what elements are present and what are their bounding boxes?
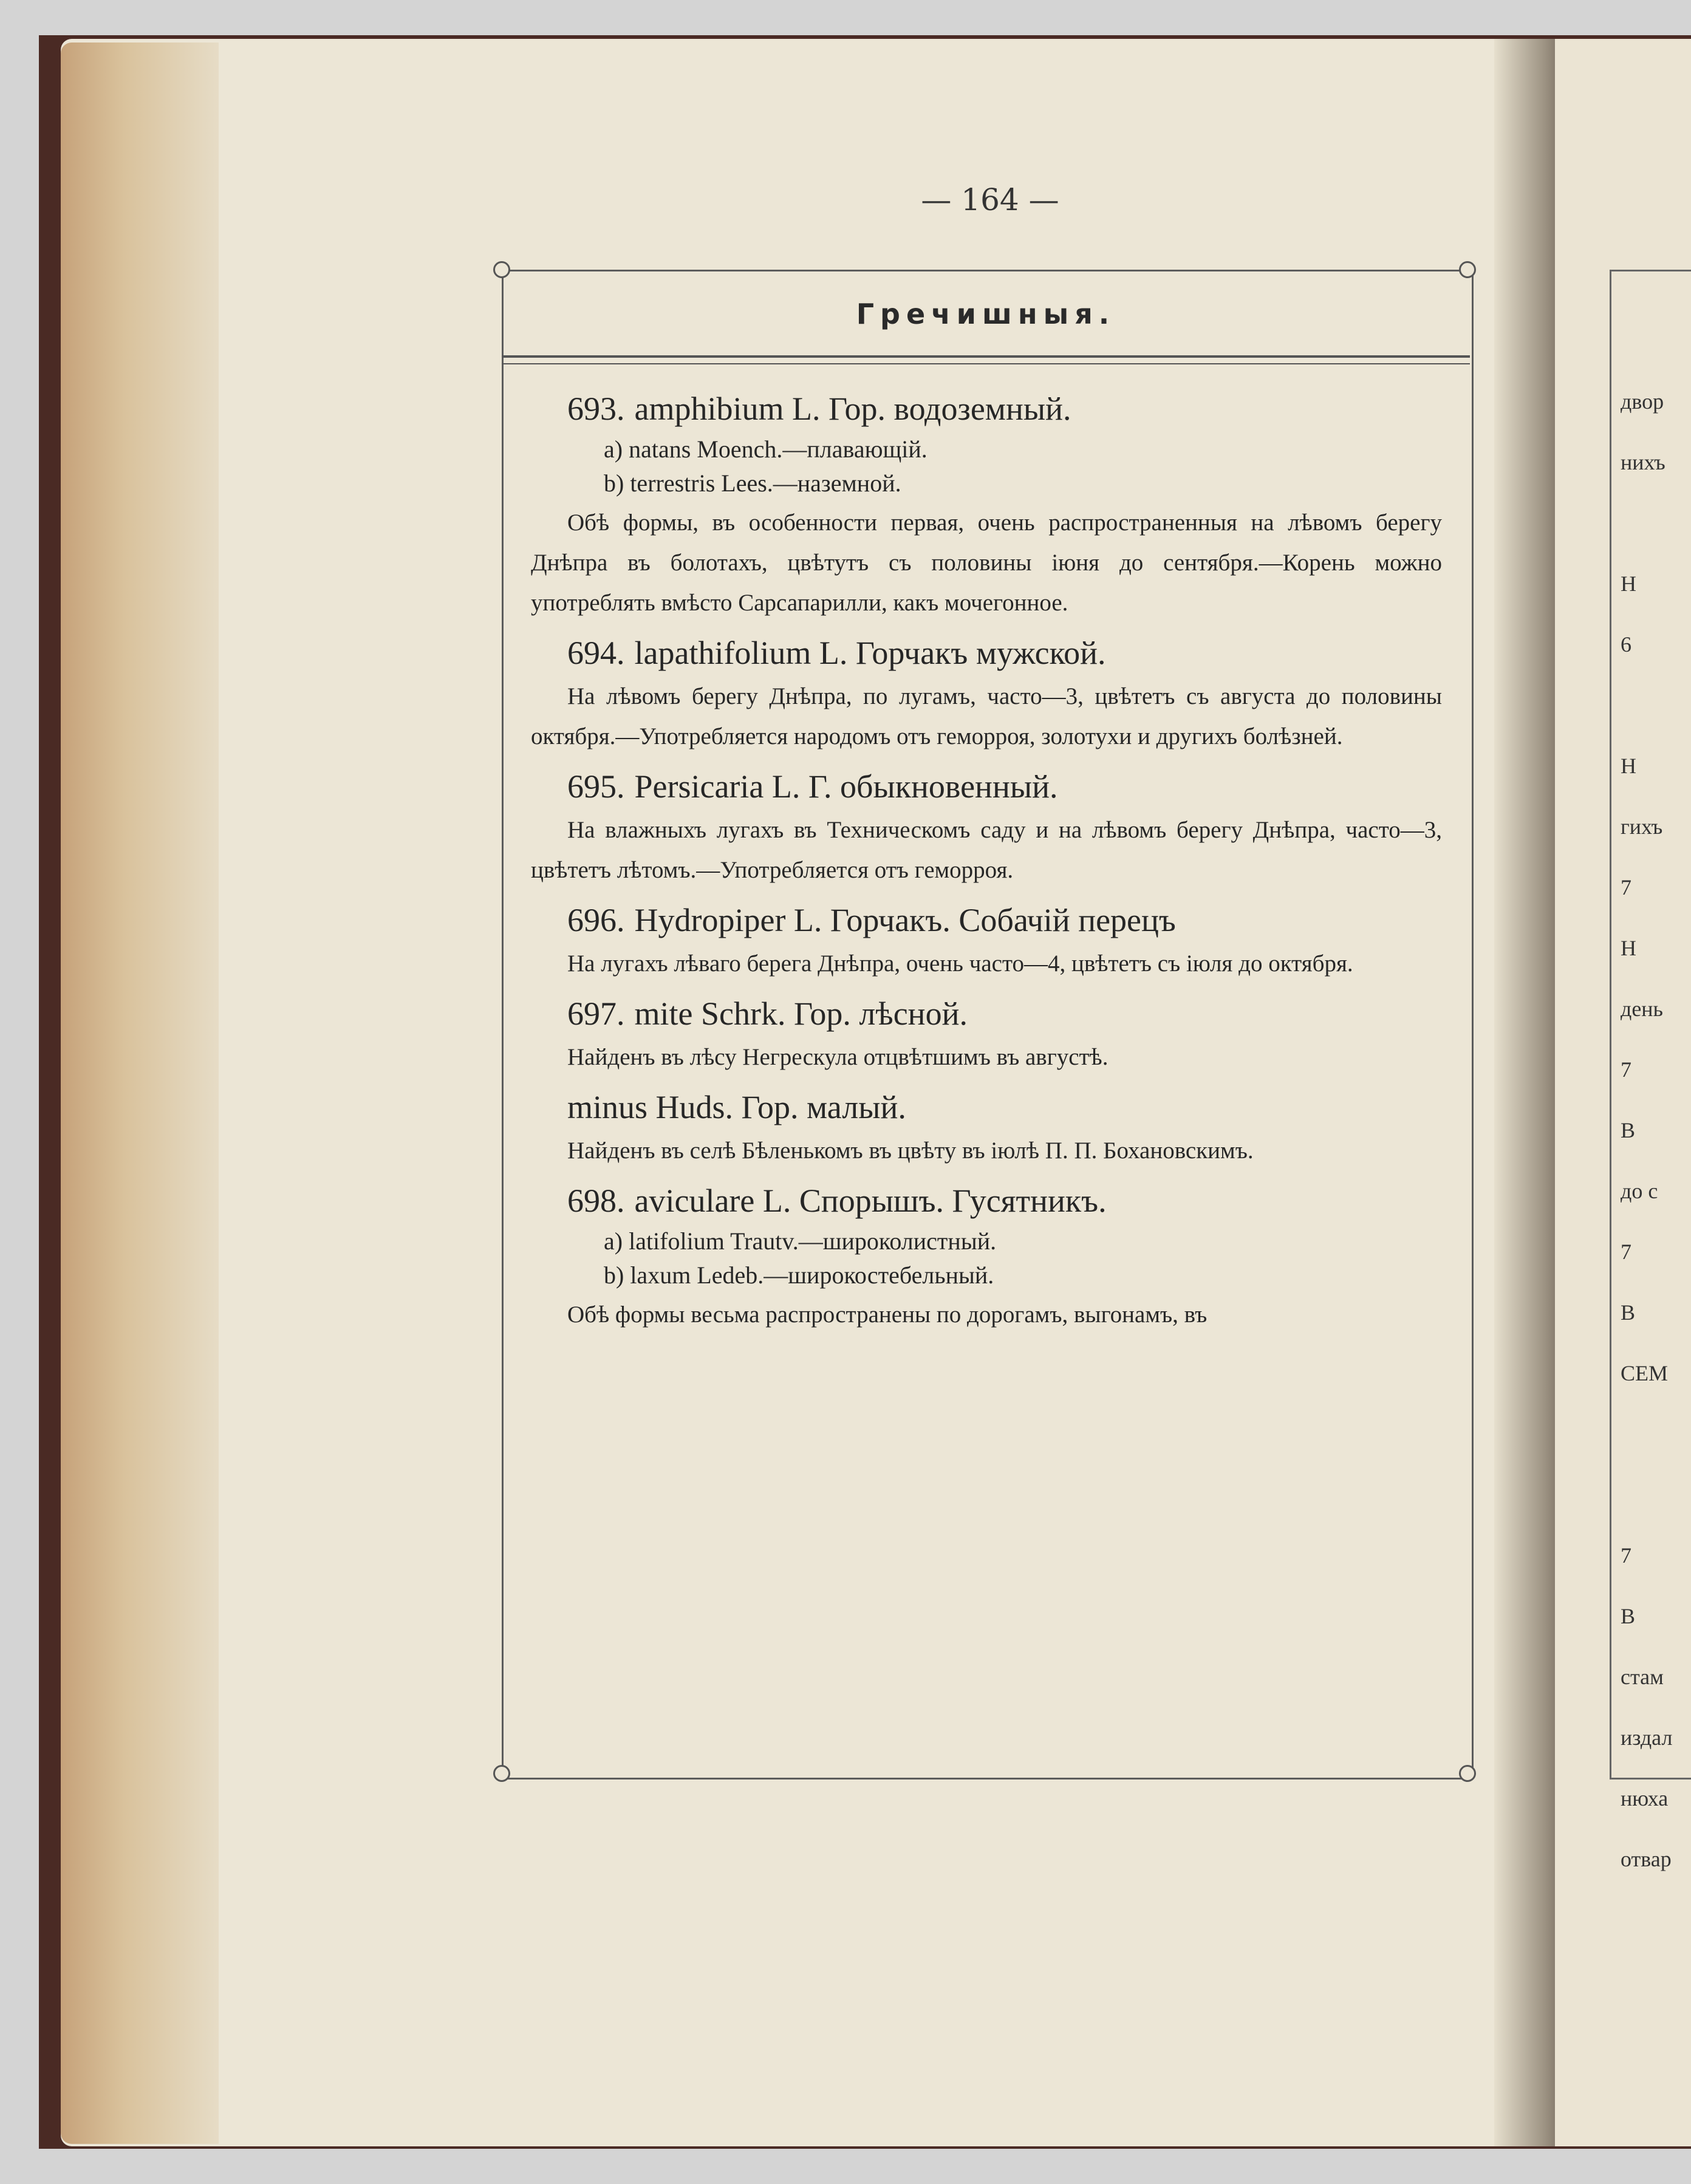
- species-name: Hydropiper L. Горчакъ. Собачій перецъ: [634, 902, 1176, 938]
- species-heading: [567, 899, 1442, 941]
- species-heading: [567, 632, 1442, 674]
- species-description: На влажныхъ лугахъ въ Техническомъ саду и на лѣвомъ берегу Днѣпра, часто—3, цвѣтетъ лѣтомъ.—Употребляется отъ геморроя.: [531, 817, 1442, 883]
- species-name: amphibium L. Гор. водоземный.: [634, 391, 1071, 427]
- species-name: lapathifolium L. Горчакъ мужской.: [634, 635, 1106, 671]
- species-number: 698.: [567, 1182, 625, 1219]
- right-page-fragment: В: [1621, 1604, 1636, 1628]
- right-page-fragment: 7: [1621, 875, 1631, 899]
- species-description: Обѣ формы, въ особенности первая, очень распространенныя на лѣвомъ берегу Днѣпра въ болотахъ, цвѣтутъ съ половины іюня до сентября.—Корень можно употреблять вмѣсто Сарсапарилли, какъ мочегонное.: [531, 510, 1442, 616]
- species-number: 697.: [567, 995, 625, 1032]
- right-page-fragment: 6: [1621, 632, 1631, 657]
- species-description: Обѣ формы весьма распространены по дорогамъ, выгонамъ, въ: [567, 1302, 1208, 1328]
- right-page-fragment: день: [1621, 997, 1663, 1021]
- species-heading: [567, 1179, 1442, 1222]
- species-number: 693.: [567, 391, 625, 427]
- species-number: 695.: [567, 768, 625, 805]
- right-page-fragment: отвар: [1621, 1847, 1672, 1871]
- right-page-fragment: СЕМ: [1621, 1361, 1669, 1385]
- species-name: minus Huds. Гор. малый.: [567, 1089, 906, 1125]
- right-page-fragment: 7: [1621, 1057, 1631, 1082]
- right-page-fragment: нихъ: [1621, 450, 1665, 474]
- right-page-fragment: стам: [1621, 1665, 1664, 1689]
- species-heading: [567, 992, 1442, 1035]
- frame-corner-ornament: [1459, 261, 1476, 278]
- right-page-fragment: двор: [1621, 389, 1664, 414]
- right-page-fragment: [1621, 1421, 1691, 1482]
- right-page-fragment: до с: [1621, 1179, 1658, 1203]
- variety-line: a) latifolium Trautv.—широколистный.: [604, 1227, 997, 1255]
- species-description: На лугахъ лѣваго берега Днѣпра, очень часто—4, цвѣтетъ съ іюля до октября.: [567, 950, 1353, 977]
- page-stack-edge: [61, 43, 219, 2144]
- species-description: На лѣвомъ берегу Днѣпра, по лугамъ, часто—3, цвѣтетъ съ августа до половины октября.—Употребляется народомъ отъ геморроя, золотухи и другихъ болѣзней.: [531, 683, 1442, 749]
- right-page-fragment: 7: [1621, 1240, 1631, 1264]
- right-page-fragment: Н: [1621, 754, 1636, 778]
- species-heading: [567, 765, 1442, 808]
- title-rule: [502, 355, 1470, 358]
- right-page-fragment: 7: [1621, 1543, 1631, 1568]
- species-description: Найденъ въ лѣсу Негрескула отцвѣтшимъ въ августѣ.: [567, 1044, 1109, 1070]
- species-heading: [567, 1086, 1442, 1128]
- variety-line: b) terrestris Lees.—наземной.: [604, 469, 901, 497]
- right-page-fragment: В: [1621, 1118, 1636, 1142]
- right-page-fragment: В: [1621, 1300, 1636, 1325]
- right-page-fragment: [1621, 692, 1691, 753]
- right-page-fragment: Н: [1621, 936, 1636, 960]
- right-page-text-fragments: [1621, 389, 1691, 1907]
- variety-line: b) laxum Ledeb.—широкостебельный.: [604, 1261, 994, 1289]
- right-page-fragment: издал: [1621, 1725, 1673, 1750]
- species-name: Persicaria L. Г. обыкновенный.: [634, 768, 1058, 805]
- right-page-fragment: нюха: [1621, 1786, 1669, 1810]
- family-title: Гречишныя.: [856, 298, 1116, 330]
- frame-corner-ornament: [493, 261, 510, 278]
- species-name: mite Schrk. Гор. лѣсной.: [634, 995, 968, 1032]
- variety-line: a) natans Moench.—плавающій.: [604, 435, 927, 463]
- species-number: 696.: [567, 902, 625, 938]
- species-name: aviculare L. Спорышъ. Гусятникъ.: [634, 1182, 1107, 1219]
- right-page-fragment: гихъ: [1621, 814, 1663, 839]
- species-number: 694.: [567, 635, 625, 671]
- entries-list: [531, 383, 1442, 1343]
- right-page-fragment: Н: [1621, 572, 1636, 596]
- species-heading: [567, 387, 1442, 430]
- right-page-fragment: [1621, 1482, 1691, 1543]
- frame-corner-ornament: [493, 1765, 510, 1782]
- right-page-fragment: [1621, 510, 1691, 571]
- title-rule: [502, 363, 1470, 364]
- page-number: — 164 —: [921, 182, 1059, 217]
- frame-corner-ornament: [1459, 1765, 1476, 1782]
- species-description: Найденъ въ селѣ Бѣленькомъ въ цвѣту въ іюлѣ П. П. Бохановскимъ.: [567, 1138, 1254, 1164]
